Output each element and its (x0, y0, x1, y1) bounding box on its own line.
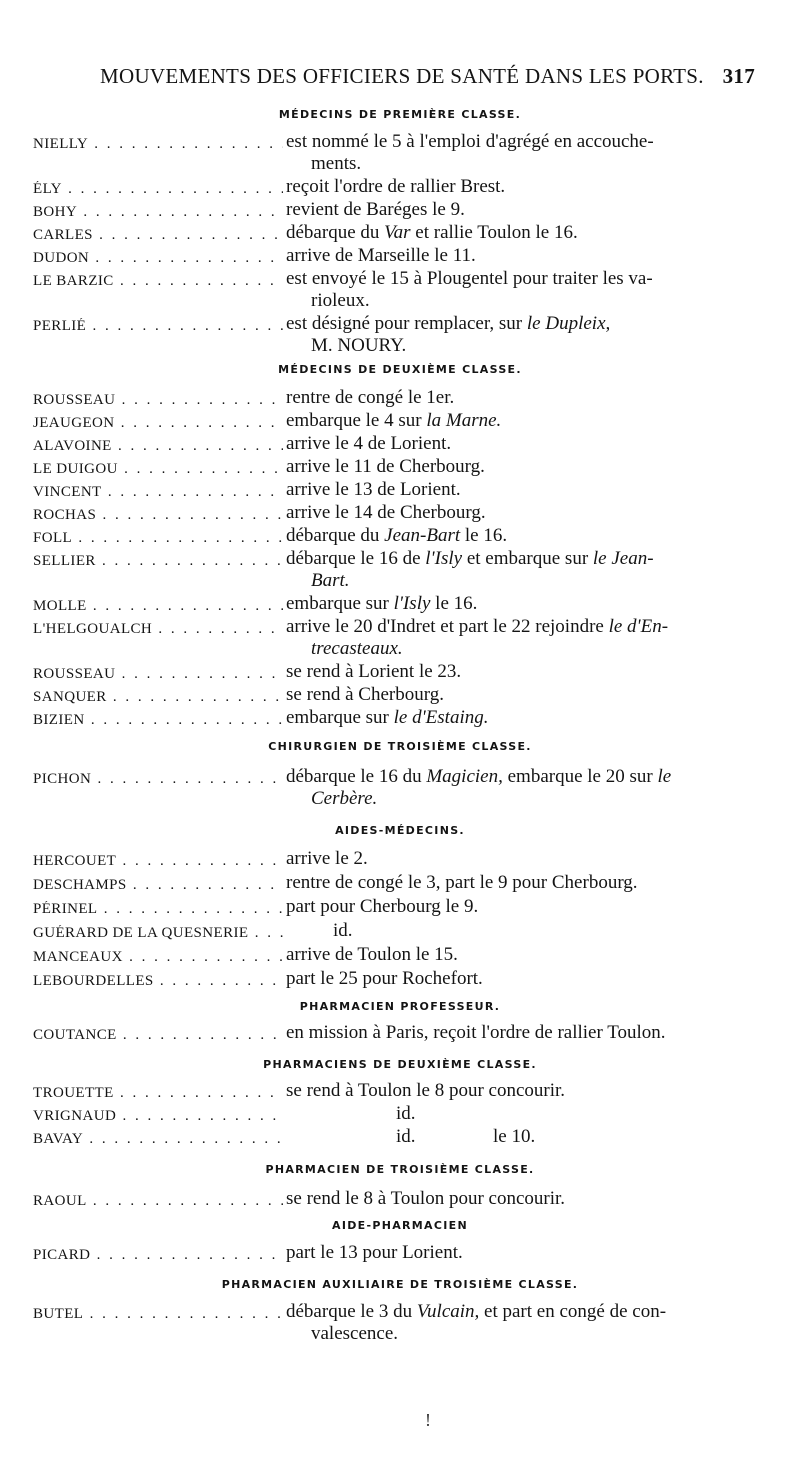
ship-name: Vulcain, (416, 1301, 480, 1322)
officer-name: DUDON . . . (33, 250, 283, 267)
ship-name: le d'Estaing. (393, 707, 489, 728)
ship-name: l'Isly (425, 548, 463, 569)
entry-text: arrive le 13 de Lorient. (286, 479, 461, 500)
print-mark: ! (425, 1410, 431, 1430)
header-title: MOUVEMENTS DES OFFICIERS DE SANTÉ DANS LES PORTS. (100, 64, 704, 88)
officer-name: PICHON . . . (33, 771, 283, 788)
officer-name: ÉLY . . . (33, 181, 283, 198)
ship-name: le Jean- (592, 548, 654, 569)
officer-name: ALAVOINE . . . (33, 438, 283, 455)
ship-name: le (657, 766, 672, 787)
section-heading: AIDE-PHARMACIEN (332, 1219, 468, 1232)
entry-text: arrive le 20 d'Indret et part le 22 rejoindre le d'En- trecasteaux. (286, 616, 669, 659)
officer-name: ROCHAS . . . (33, 507, 283, 524)
entry-text: reçoit l'ordre de rallier Brest. (286, 176, 506, 197)
officer-name: L'HELGOUALCH . . . (33, 621, 283, 638)
entry-text: débarque le 16 de l'Isly et embarque sur le Jean- Bart. (286, 548, 654, 591)
entry-text: part pour Cherbourg le 9. (286, 896, 479, 917)
entry-text: débarque du Var et rallie Toulon le 16. (286, 222, 578, 243)
officer-name: LE DUIGOU . . . (33, 461, 283, 478)
entry-text: arrive le 14 de Cherbourg. (286, 502, 486, 523)
ship-name: le d'En- (608, 616, 669, 637)
section-heading: PHARMACIENS DE DEUXIÈME CLASSE. (263, 1058, 537, 1071)
entry-text: débarque du Jean-Bart le 16. (286, 525, 508, 546)
officer-name: ROUSSEAU . . . (33, 392, 283, 409)
officer-name: ROUSSEAU . . . (33, 666, 283, 683)
section-heading: MÉDECINS DE PREMIÈRE CLASSE. (278, 108, 522, 121)
ship-name: Var (384, 222, 411, 243)
entry-text: part le 13 pour Lorient. (286, 1242, 463, 1263)
officer-name: MOLLE . . . (33, 598, 283, 615)
officer-name: BAVAY . . . (33, 1131, 283, 1148)
entry-text: débarque le 16 du Magicien, embarque le 20 sur le Cerbère. (286, 766, 672, 809)
running-header (100, 64, 755, 94)
entry-text: id. (396, 1103, 416, 1124)
entry-text: arrive le 4 de Lorient. (286, 433, 452, 454)
section-heading: AIDES-MÉDECINS. (335, 824, 465, 837)
entry-text: se rend le 8 à Toulon pour concourir. (286, 1188, 566, 1209)
entry-text: part le 25 pour Rochefort. (286, 968, 483, 989)
officer-name: NIELLY . . . (33, 136, 283, 153)
entry-text: embarque sur le d'Estaing. (286, 707, 489, 728)
officer-name: VINCENT . . . (33, 484, 283, 501)
officer-name: DESCHAMPS . . . (33, 877, 283, 894)
entry-text: est nommé le 5 à l'emploi d'agrégé en accouche- ments. (286, 131, 654, 174)
officer-name: BOHY . . . (33, 204, 283, 221)
officer-name: GUÉRARD DE LA QUESNERIE . . . (33, 925, 283, 942)
officer-name: FOLL . . . (33, 530, 283, 547)
entry-text: arrive de Toulon le 15. (286, 944, 458, 965)
officer-name: LE BARZIC . . . (33, 273, 283, 290)
page-number: 317 (722, 64, 755, 88)
officer-name: CARLES . . . (33, 227, 283, 244)
entry-text: id. (396, 1126, 416, 1147)
officer-name: MANCEAUX . . . (33, 949, 283, 966)
section-heading: CHIRURGIEN DE TROISIÈME CLASSE. (268, 740, 532, 753)
entry-text: arrive de Marseille le 11. (286, 245, 476, 266)
officer-name: PÉRINEL . . . (33, 901, 283, 918)
officer-name: SELLIER . . . (33, 553, 283, 570)
entry-text: est désigné pour remplacer, sur le Dupleix, M. NOURY. (286, 313, 611, 356)
officer-name: JEAUGEON . . . (33, 415, 283, 432)
entry-text: en mission à Paris, reçoit l'ordre de rallier Toulon. (286, 1022, 666, 1043)
ship-name: le Dupleix, (526, 313, 611, 334)
ship-name: la Marne. (426, 410, 502, 431)
officer-name: HERCOUET . . . (33, 853, 283, 870)
entry-text: embarque le 4 sur la Marne. (286, 410, 502, 431)
officer-name: LEBOURDELLES . . . (33, 973, 283, 990)
officer-name: BIZIEN . . . (33, 712, 283, 729)
officer-name: TROUETTE . . . (33, 1085, 283, 1102)
officer-name: SANQUER . . . (33, 689, 283, 706)
section-heading: MÉDECINS DE DEUXIÈME CLASSE. (278, 363, 522, 376)
entry-text: rentre de congé le 3, part le 9 pour Cherbourg. (286, 872, 638, 893)
entry-text: embarque sur l'Isly le 16. (286, 593, 478, 614)
section-heading: PHARMACIEN DE TROISIÈME CLASSE. (265, 1163, 535, 1176)
entry-date: le 10. (493, 1126, 536, 1147)
entry-text: id. (333, 920, 353, 941)
entry-text: revient de Baréges le 9. (286, 199, 465, 220)
entry-text: rentre de congé le 1er. (286, 387, 455, 408)
entry-text: débarque le 3 du Vulcain, et part en congé de con- valescence. (286, 1301, 667, 1344)
officer-name: BUTEL . . . (33, 1306, 283, 1323)
officer-name: RAOUL . . . (33, 1193, 283, 1210)
ship-name: l'Isly (393, 593, 431, 614)
ship-name: Jean-Bart (384, 525, 461, 546)
officer-name: VRIGNAUD . . . (33, 1108, 283, 1125)
section-heading: PHARMACIEN AUXILIAIRE DE TROISIÈME CLASSE. (221, 1278, 579, 1291)
officer-name: COUTANCE . . . (33, 1027, 283, 1044)
officer-name: PERLIÉ . . . (33, 318, 283, 335)
officer-name: PICARD . . . (33, 1247, 283, 1264)
entry-text: arrive le 2. (286, 848, 368, 869)
entry-text: se rend à Toulon le 8 pour concourir. (286, 1080, 566, 1101)
section-heading: PHARMACIEN PROFESSEUR. (299, 1000, 501, 1013)
entry-text: se rend à Lorient le 23. (286, 661, 462, 682)
entry-text: est envoyé le 15 à Plougentel pour traiter les va- rioleux. (286, 268, 653, 311)
entry-text: se rend à Cherbourg. (286, 684, 444, 705)
ship-name: Magicien, (426, 766, 503, 787)
entry-text: arrive le 11 de Cherbourg. (286, 456, 485, 477)
